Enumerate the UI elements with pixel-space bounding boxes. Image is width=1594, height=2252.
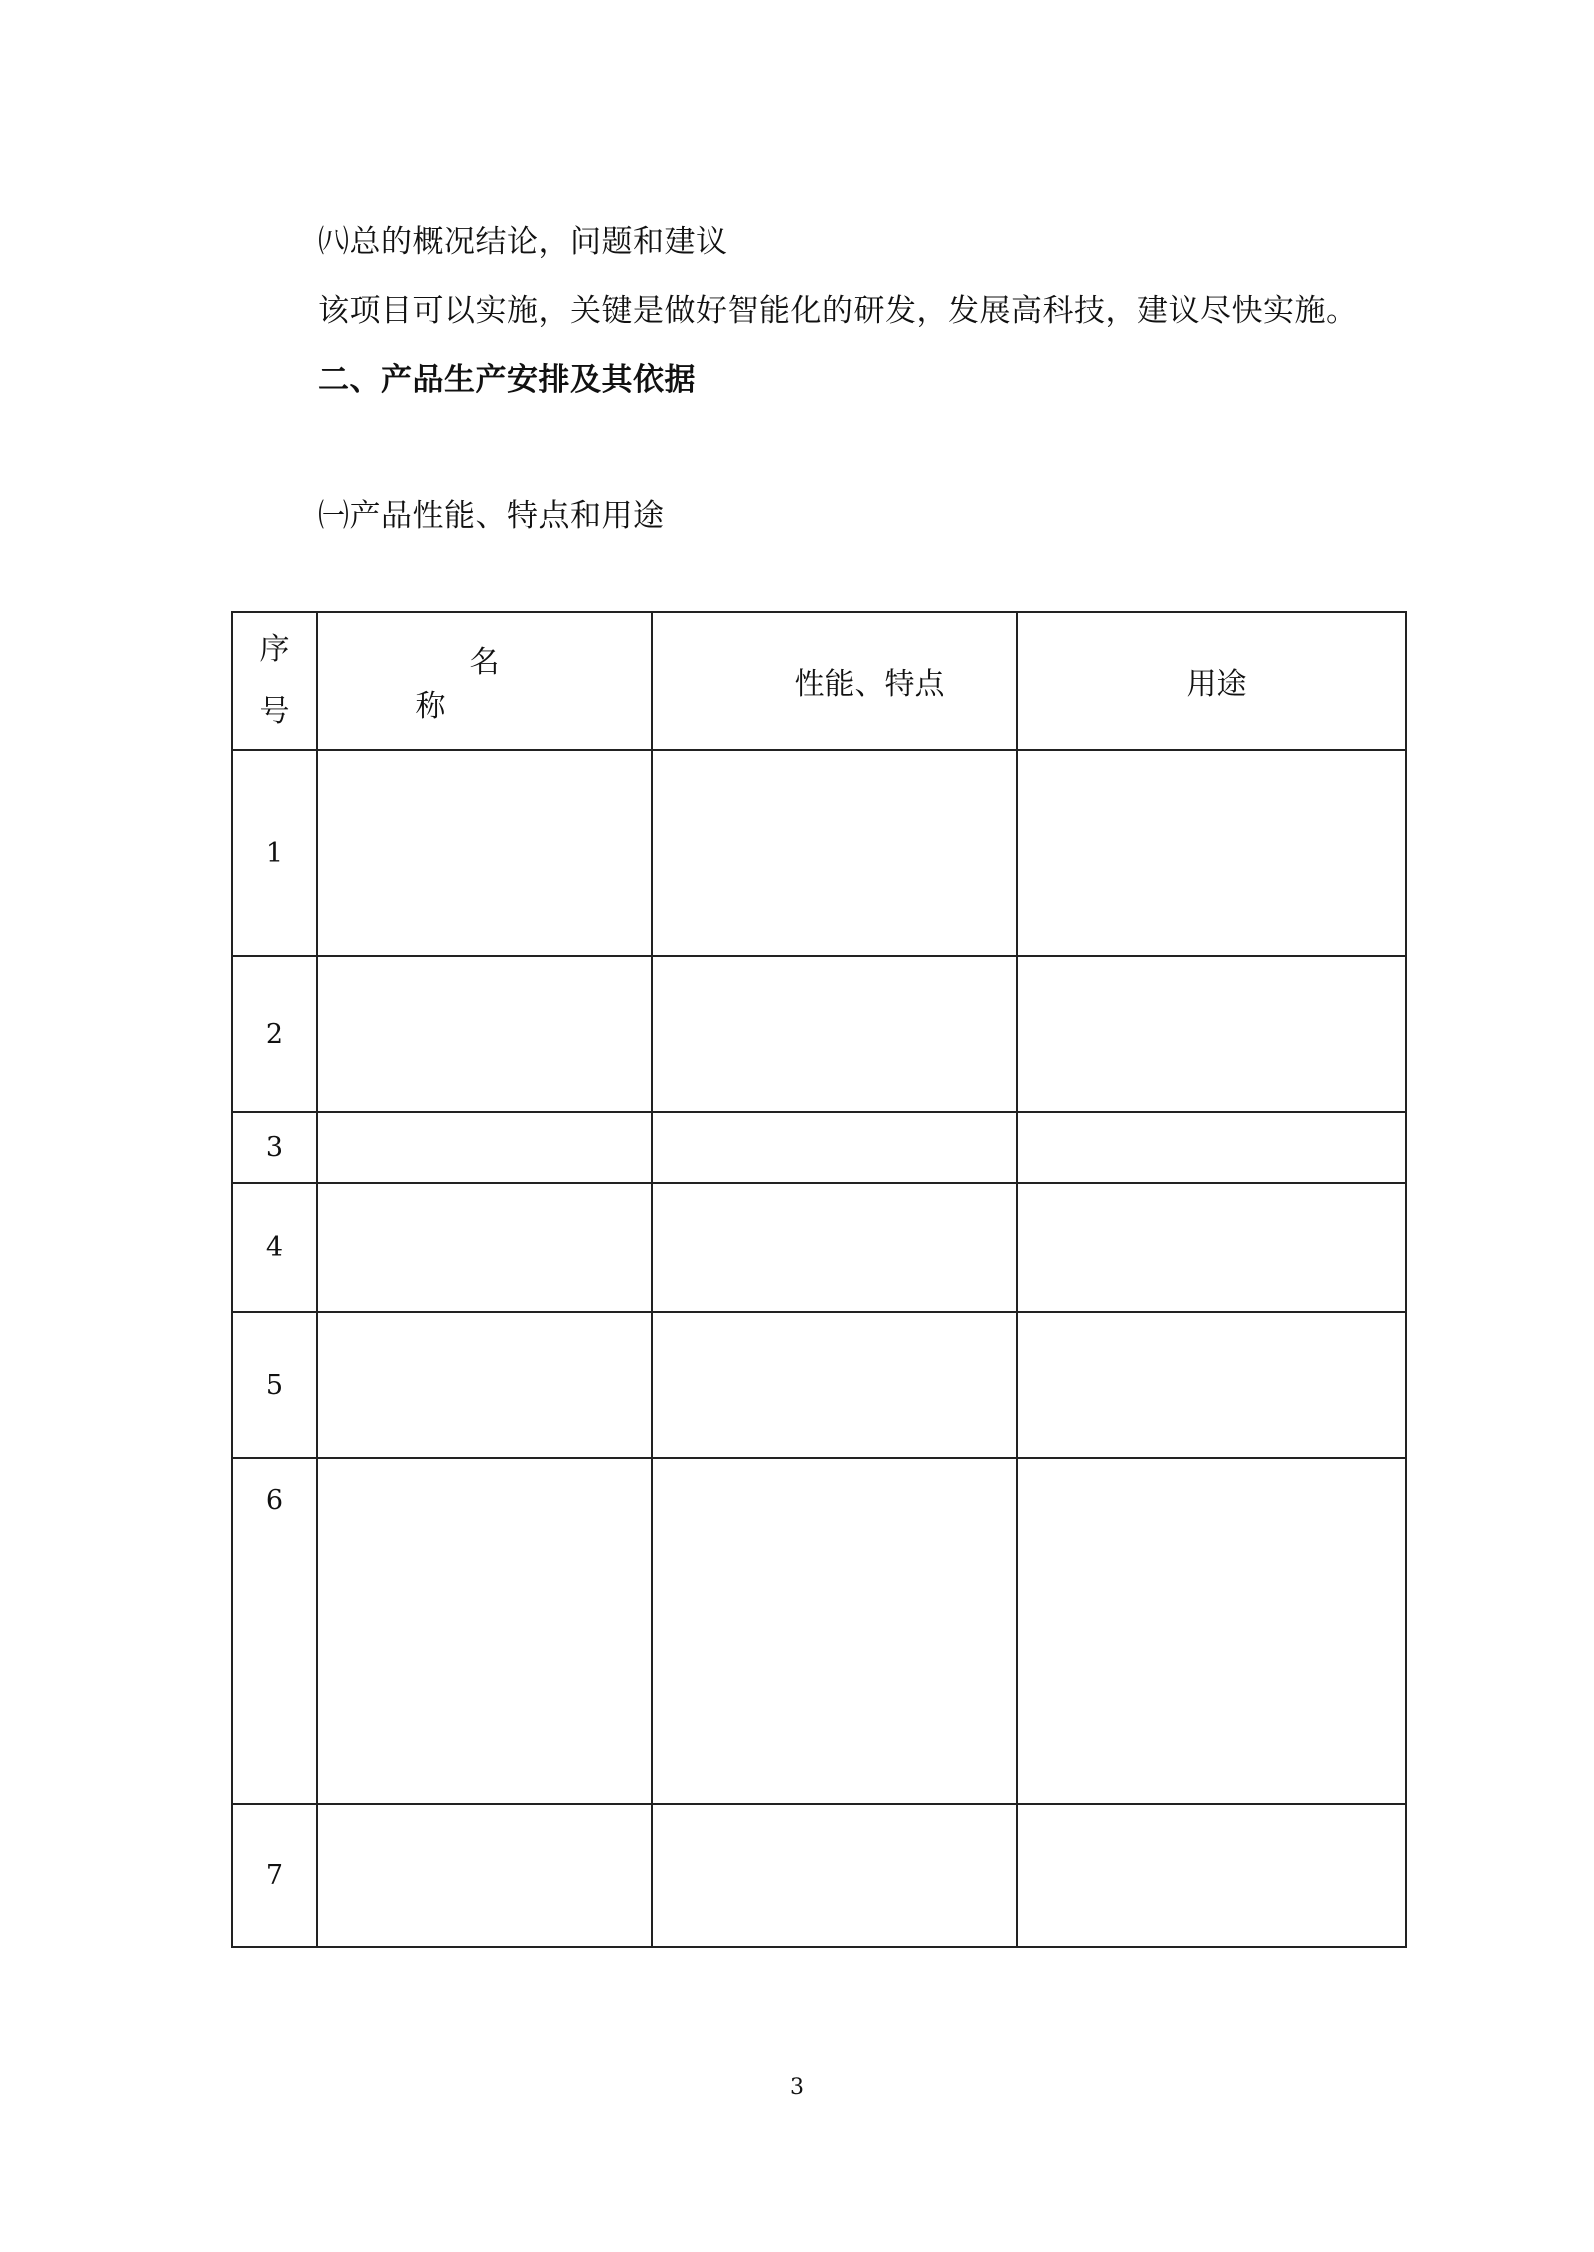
header-cell-no xyxy=(232,612,317,750)
usage-cell xyxy=(1017,1183,1406,1312)
row-number: 2 xyxy=(232,956,317,1112)
name-cell xyxy=(317,1804,652,1947)
name-cell xyxy=(317,1183,652,1312)
usage-cell xyxy=(1017,1112,1406,1183)
table-row xyxy=(232,1112,1406,1183)
usage-cell xyxy=(1017,1458,1406,1804)
features-cell xyxy=(652,956,1017,1112)
row-number: 1 xyxy=(232,750,317,956)
page-number: 3 xyxy=(790,2075,804,2100)
header-cell-features xyxy=(652,612,1017,750)
header-cell-name xyxy=(317,612,652,750)
row-number: 3 xyxy=(232,1112,317,1183)
table-row xyxy=(232,1804,1406,1947)
usage-cell xyxy=(1017,956,1406,1112)
usage-cell xyxy=(1017,750,1406,956)
table-header-row xyxy=(232,612,1406,750)
usage-cell xyxy=(1017,1312,1406,1458)
features-cell xyxy=(652,750,1017,956)
table-row xyxy=(232,1183,1406,1312)
row-number: 7 xyxy=(232,1804,317,1947)
name-cell xyxy=(317,750,652,956)
row-number: 4 xyxy=(232,1183,317,1312)
usage-cell xyxy=(1017,1804,1406,1947)
header-name: 名称 xyxy=(415,645,608,724)
product-table xyxy=(231,611,1407,1948)
name-cell xyxy=(317,1458,652,1804)
table-row xyxy=(232,1312,1406,1458)
summary-paragraph: 该项目可以实施，关键是做好智能化的研发，发展高科技，建议尽快实施。 xyxy=(318,293,1358,329)
table-row xyxy=(232,956,1406,1112)
section-title: 二、产品生产安排及其依据 xyxy=(318,362,696,398)
features-cell xyxy=(652,1804,1017,1947)
name-cell xyxy=(317,1312,652,1458)
table-row xyxy=(232,750,1406,956)
header-cell-usage xyxy=(1017,612,1406,750)
features-cell xyxy=(652,1112,1017,1183)
header-usage: 用途 xyxy=(1186,667,1247,702)
name-cell xyxy=(317,1112,652,1183)
subheading-summary: ㈧总的概况结论，问题和建议 xyxy=(318,224,728,260)
subheading-product: ㈠产品性能、特点和用途 xyxy=(318,498,665,534)
row-number: 5 xyxy=(232,1312,317,1458)
features-cell xyxy=(652,1312,1017,1458)
table-row xyxy=(232,1458,1406,1804)
name-cell xyxy=(317,956,652,1112)
features-cell xyxy=(652,1458,1017,1804)
header-no: 序号 xyxy=(259,632,290,729)
row-number: 6 xyxy=(232,1458,317,1804)
features-cell xyxy=(652,1183,1017,1312)
header-features: 性能、特点 xyxy=(794,667,945,702)
